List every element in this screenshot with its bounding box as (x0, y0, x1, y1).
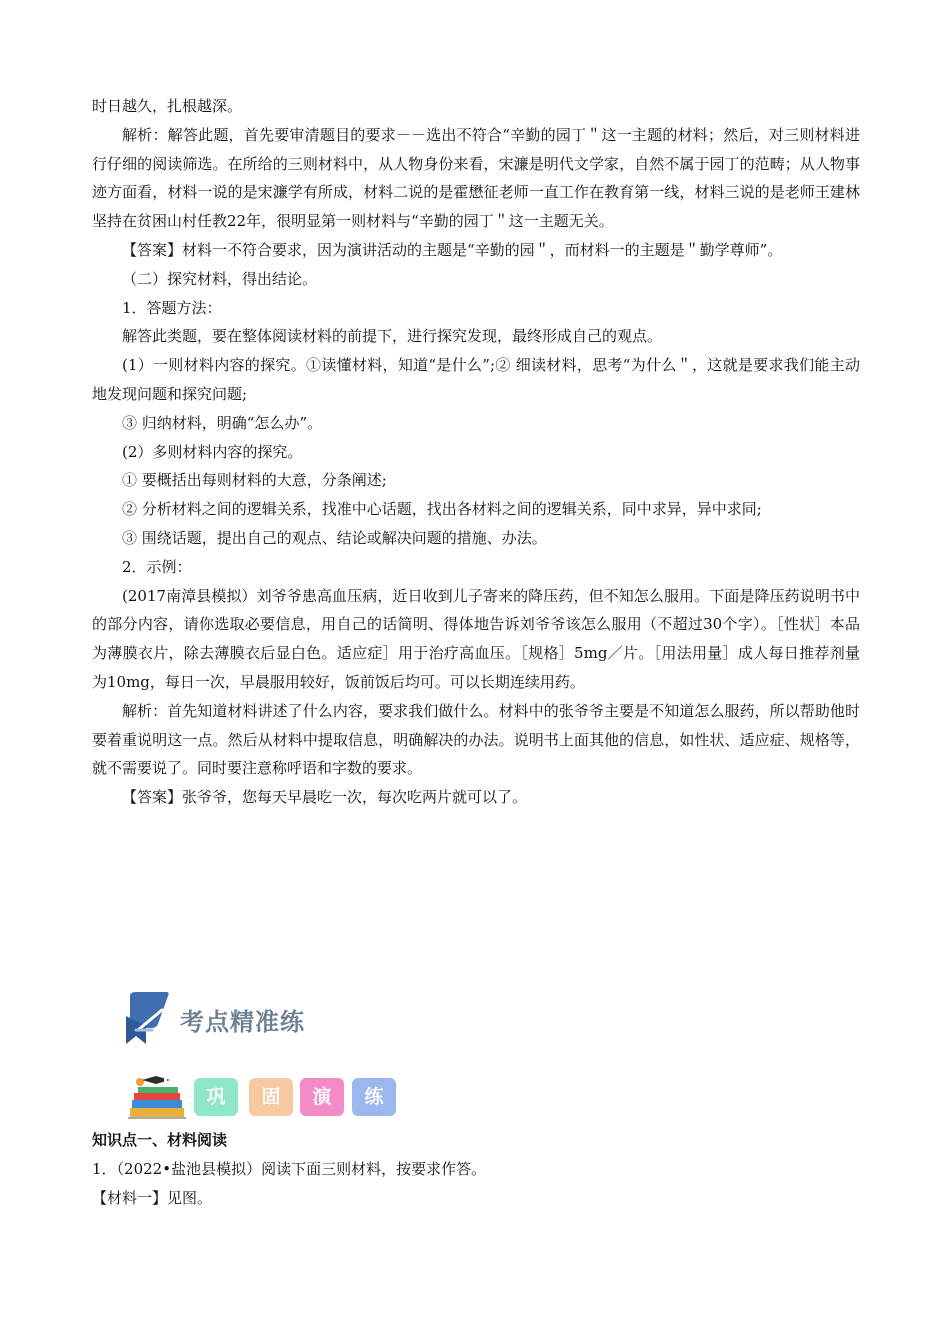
paragraph: （二）探究材料，得出结论。 (122, 269, 318, 288)
paragraph: (1）一则材料内容的探究。①读懂材料，知道“是什么”;② 细读材料，思考“为什么＂，这就是要求我们能主动地发现问题和探究问题; (92, 356, 860, 403)
practice-tag: 巩 (194, 1078, 238, 1116)
practice-tag: 演 (300, 1078, 344, 1116)
paragraph: (2）多则材料内容的探究。 (122, 442, 303, 461)
exercise-section (92, 1126, 860, 1213)
books-icon (126, 1074, 188, 1120)
body-text (92, 92, 860, 812)
paragraph: ③ 围绕话题，提出自己的观点、结论或解决问题的措施、办法。 (122, 528, 547, 547)
paragraph: (2017南漳县模拟）刘爷爷患高血压病，近日收到儿子寄来的降压药，但不知怎么服用。下面是降压药说明书中的部分内容，请你选取必要信息，用自己的话简明、得体地告诉刘爷爷该怎么服用（不超过30个字）。［性状］本品为薄膜衣片，除去薄膜衣后显白色。适应症］用于治疗高血压。［规格］5mg／片。［用法用量］成人每日推荐剂量为10mg，每日一次，早晨服用较好，饭前饭后均可。可以长期连续用药。 (92, 586, 860, 691)
paragraph: 时日越久，扎根越深。 (92, 97, 243, 115)
paragraph: 2．示例： (122, 557, 192, 576)
paragraph: ② 分析材料之间的逻辑关系，找准中心话题，找出各材料之间的逻辑关系，同中求异，异中求同; (122, 500, 762, 519)
paragraph: ① 要概括出每则材料的大意，分条阐述; (122, 471, 387, 490)
paragraph: 1．答题方法： (122, 298, 222, 317)
practice-tag: 练 (352, 1078, 396, 1116)
answer-paragraph: 【答案】张爷爷，您每天早晨吃一次，每次吃两片就可以了。 (122, 788, 528, 807)
paragraph: 解析：解答此题，首先要审清题目的要求－－选出不符合“辛勤的园丁＂这一主题的材料；然后，对三则材料进行仔细的阅读筛选。在所给的三则材料中，从人物身份来看，宋濂是明代文学家，自然不属于园丁的范畴；从人物事迹方面看，材料一说的是宋濂学有所成，材料二说的是霍懋征老师一直工作在教育第一线，材料三说的是老师王建林坚持在贫困山村任教22年，很明显第一则材料与“辛勤的园丁＂这一主题无关。 (92, 125, 860, 231)
pen-bookmark-icon (122, 990, 172, 1048)
material-line: 【材料一】见图。 (92, 1189, 213, 1207)
practice-header (126, 1074, 426, 1124)
paragraph: 解析：首先知道材料讲述了什么内容，要求我们做什么。材料中的张爷爷主要是不知道怎么服药，所以帮助他时要着重说明这一点。然后从材料中提取信息，明确解决的办法。说明书上面其他的信息，如性状、适应症、规格等，就不需要说了。同时要注意称呼语和字数的要求。 (92, 701, 860, 778)
banner-title: 考点精准练 (180, 1008, 305, 1036)
paragraph: 解答此类题，要在整体阅读材料的前提下，进行探究发现，最终形成自己的观点。 (122, 327, 663, 346)
answer-paragraph: 【答案】材料一不符合要求，因为演讲活动的主题是“辛勤的园＂，而材料一的主题是＂勤学尊师”。 (122, 240, 783, 259)
practice-tag: 固 (249, 1078, 293, 1116)
paragraph: ③ 归纳材料，明确“怎么办”。 (122, 413, 323, 432)
section-heading: 知识点一、材料阅读 (92, 1131, 228, 1149)
section-banner (122, 990, 382, 1048)
question-text: 1．（2022•盐池县模拟）阅读下面三则材料，按要求作答。 (92, 1160, 487, 1178)
